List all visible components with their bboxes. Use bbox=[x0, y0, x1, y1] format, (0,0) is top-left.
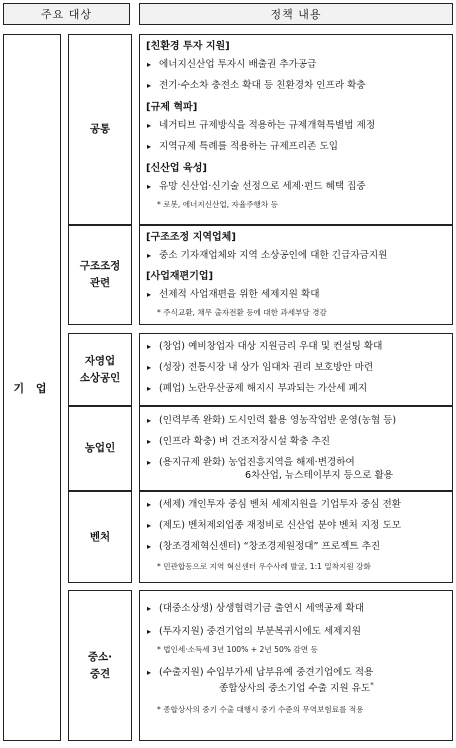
category-sme-line1: 중소· bbox=[87, 650, 113, 663]
footnote-marker: * bbox=[370, 681, 374, 689]
category-venture-label: 벤처 bbox=[89, 530, 111, 543]
policy-item-line2 bbox=[159, 679, 448, 695]
policy-item bbox=[146, 456, 448, 482]
content-self-employed bbox=[139, 333, 453, 406]
policy-item: ▸ (제도) 벤처제외업종 재정비로 신산업 분야 벤처 지정 도모 bbox=[146, 519, 448, 532]
category-self-employed-line1: 자영업 bbox=[84, 354, 116, 367]
policy-item: ▸ (인력부족 완화) 도시인력 활용 영농작업반 운영(농협 등) bbox=[146, 414, 448, 427]
policy-item: ▸ 전기·수소차 충전소 확대 등 친환경차 인프라 확충 bbox=[146, 79, 448, 92]
content-farmers bbox=[139, 406, 453, 491]
policy-item-line2-text: 종합상사의 중소기업 수출 지원 유도 bbox=[219, 683, 371, 695]
policy-item: ▸ 네거티브 규제방식을 적용하는 규제개혁특별법 제정 bbox=[146, 119, 448, 132]
category-common bbox=[68, 34, 132, 225]
main-category-business: 기 업 bbox=[3, 34, 61, 741]
policy-item: ▸ (대중소상생) 상생협력기금 출연시 세액공제 확대 bbox=[146, 602, 448, 615]
policy-item: ▸ 지역규제 특례를 적용하는 규제프리존 도입 bbox=[146, 140, 448, 153]
policy-item bbox=[146, 666, 448, 695]
category-venture bbox=[68, 491, 132, 583]
policy-item: ▸ (인프라 확충) 벼 건조저장시설 확충 추진 bbox=[146, 435, 448, 448]
policy-item: ▸ (폐업) 노란우산공제 해지시 부과되는 가산세 폐지 bbox=[146, 382, 448, 395]
footnote: * 민관합동으로 지역 혁신센터 우수사례 발굴, 1:1 밀착지원 강화 bbox=[157, 562, 371, 571]
policy-item: ▸ 중소 기자재업체와 지역 소상공인에 대한 긴급자금지원 bbox=[146, 249, 448, 262]
section-title-business-reorganization: [사업재편기업] bbox=[146, 271, 214, 282]
header-content: 정책 내용 bbox=[139, 3, 453, 25]
content-sme bbox=[139, 590, 453, 741]
category-common-label: 공통 bbox=[89, 123, 111, 135]
footnote: * 주식교환, 채무 출자전환 등에 대한 과세부담 경감 bbox=[157, 308, 327, 317]
policy-item-line1: (용지규제 완화) 농업진흥지역을 해제·변경하여 bbox=[159, 457, 355, 468]
footnote: * 종합상사의 중기 수출 대행시 중기 수준의 무역보험료를 적용 bbox=[157, 705, 364, 715]
category-restructuring-line1: 구조조정 bbox=[79, 260, 121, 272]
category-farmers bbox=[68, 406, 132, 491]
category-self-employed-line2: 소상공인 bbox=[79, 371, 121, 384]
policy-item: ▸ 에너지신산업 투자시 배출권 추가공급 bbox=[146, 58, 448, 71]
policy-item-line2: 6차산업, 뉴스테이부지 등으로 활용 bbox=[245, 470, 394, 481]
content-restructuring bbox=[139, 225, 453, 325]
category-farmers-label: 농업인 bbox=[84, 442, 116, 454]
section-title-eco-investment: [친환경 투자 지원] bbox=[146, 41, 230, 52]
category-restructuring-line2: 관련 bbox=[89, 277, 111, 289]
category-self-employed bbox=[68, 333, 132, 406]
policy-item: ▸ (성장) 전통시장 내 상가 임대차 권리 보호방안 마련 bbox=[146, 361, 448, 374]
category-sme bbox=[68, 590, 132, 741]
section-title-regulation-reform: [규제 혁파] bbox=[146, 102, 198, 113]
footnote: * 법인세·소득세 3년 100% + 2년 50% 감면 등 bbox=[157, 645, 318, 654]
content-common bbox=[139, 34, 453, 225]
policy-item-line1: (수출지원) 수입부가세 납부유예 중견기업에도 적용 bbox=[159, 667, 374, 678]
footnote: * 로봇, 에너지신산업, 자율주행차 등 bbox=[157, 200, 278, 209]
policy-item: ▸ (창조경제혁신센터) “창조경제원정대” 프로젝트 추진 bbox=[146, 540, 448, 553]
content-venture bbox=[139, 491, 453, 583]
policy-item: ▸ (세제) 개인투자 중심 벤처 세제지원을 기업투자 중심 전환 bbox=[146, 498, 448, 511]
policy-item: ▸ 선제적 사업재편을 위한 세제지원 확대 bbox=[146, 288, 448, 301]
category-sme-line2: 중견 bbox=[89, 667, 111, 680]
category-restructuring bbox=[68, 225, 132, 325]
header-target: 주요 대상 bbox=[3, 3, 130, 25]
policy-item: ▸ (투자지원) 중견기업의 부분복귀시에도 세제지원 bbox=[146, 625, 448, 638]
policy-item: ▸ (창업) 예비창업자 대상 지원금리 우대 및 컨설팅 확대 bbox=[146, 340, 448, 353]
policy-item: ▸ 유망 신산업·신기술 선정으로 세제·펀드 혜택 집중 bbox=[146, 180, 448, 193]
section-title-new-industry: [신산업 육성] bbox=[146, 163, 207, 174]
section-title-restructuring-regions: [구조조정 지역업체] bbox=[146, 232, 236, 243]
